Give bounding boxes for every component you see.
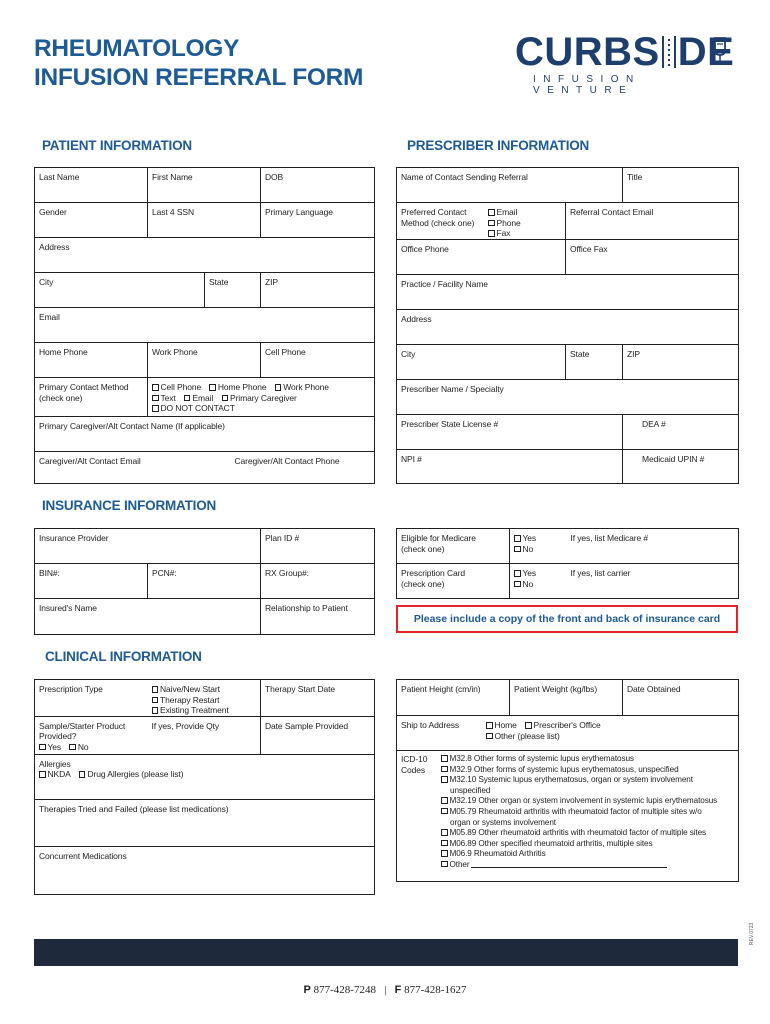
form-title-line1: RHEUMATOLOGY [34,35,240,62]
footer-contact [0,984,770,996]
icd-code-label: M05.79 Rheumatoid arthritis with rheumatoid factor of multiple sites w/o [449,806,702,816]
provide-qty-label: If yes, Provide Qty [151,720,220,731]
npi-label: NPI # [401,454,422,464]
pcn-field[interactable] [148,564,261,599]
no-label: No [522,578,534,589]
checkbox-icon[interactable] [441,840,448,847]
preferred-contact-label-2: Method (check one) [401,217,475,228]
checkbox-icon[interactable] [152,405,159,412]
ship-other-label: Other (please list) [494,730,560,741]
icd-code-option[interactable] [441,796,717,807]
revision-code: REV.0723 [749,922,755,945]
checkbox-icon[interactable] [222,395,229,402]
relationship-field[interactable] [261,599,375,635]
cell-phone-label: Cell Phone [265,347,306,357]
referral-email-label: Referral Contact Email [570,207,654,217]
pc-dnc-label: DO NOT CONTACT [160,403,235,414]
checkbox-icon[interactable] [441,861,448,868]
checkbox-icon[interactable] [209,384,216,391]
logo-wordmark [515,30,734,74]
insured-name-label: Insured's Name [39,603,97,613]
practice-name-field[interactable] [397,275,739,310]
prescriber-info-heading: PRESCRIBER INFORMATION [407,138,590,153]
pc-cell-option[interactable] [152,382,201,392]
allergies-label: Allergies [39,758,71,769]
clinical-right-table [396,679,739,882]
rx-type-label-cell [35,680,148,717]
checkbox-icon[interactable] [152,686,159,693]
office-fax-label: Office Fax [570,244,608,254]
ship-other-option[interactable] [486,731,607,742]
date-obtained-field[interactable] [623,680,739,716]
therapies-failed-label: Therapies Tried and Failed (please list medications) [39,803,229,814]
pc-email-option[interactable] [184,393,213,403]
last4ssn-field[interactable] [148,203,261,238]
icd10-label-1: ICD-10 [401,754,428,764]
caregiver-name-label: Primary Caregiver/Alt Contact Name (If applicable) [39,421,225,431]
icd-code-option[interactable] [441,775,717,786]
pc-home-label: Home Phone [217,382,267,392]
phone-prefix: P [303,984,311,996]
icd-code-label: M06.89 Other specified rheumatoid arthritis, multiple sites [449,838,653,848]
practice-name-label: Practice / Facility Name [401,279,488,289]
prescriber-title-label: Title [627,172,643,182]
rx-card-options [510,564,567,599]
checkbox-icon[interactable] [514,546,521,553]
icd-code-label: M06.9 Rheumatoid Arthritis [449,849,546,859]
insured-name-field[interactable] [35,599,261,635]
logo-text-a: CURBS [515,30,660,74]
patient-zip-label: ZIP [265,277,278,287]
logo-tagline: INFUSION VENTURE [533,74,641,96]
bin-field[interactable] [35,564,148,599]
ship-office-label: Prescriber's Office [533,720,601,730]
logo-road-glyph [662,36,676,68]
caregiver-phone-label: Caregiver/Alt Contact Phone [234,456,340,466]
medicaid-upin-field[interactable] [623,450,739,484]
restart-label: Therapy Restart [160,694,220,705]
work-phone-label: Work Phone [152,347,198,357]
primary-contact-label-2: (check one) [39,392,83,403]
insurance-provider-field[interactable] [35,529,261,564]
pm-fax-option[interactable] [488,228,521,239]
medicare-label-cell [397,529,510,564]
prescriber-title-field[interactable] [623,168,739,203]
patient-height-label: Patient Height (cm/in) [401,684,481,694]
patient-state-label: State [209,277,229,287]
sample-yes-option[interactable] [39,742,61,752]
checkbox-icon[interactable] [488,220,495,227]
primary-contact-label-1: Primary Contact Method [39,382,129,392]
no-label: No [77,741,89,752]
provide-qty-field[interactable] [148,716,261,754]
no-label: No [522,543,534,554]
insurance-info-heading: INSURANCE INFORMATION [42,498,217,513]
last-name-field[interactable] [35,168,148,203]
checkbox-icon[interactable] [441,755,448,762]
icd-code-option[interactable] [441,765,717,776]
ship-to-label: Ship to Address [401,720,460,730]
icd-code-label: M32.8 Other forms of systemic lupus erythematosus [449,754,634,763]
preferred-contact-cell [397,203,566,240]
prescriber-zip-label: ZIP [627,349,640,359]
prescriber-name-specialty-field[interactable] [397,380,739,415]
checkbox-icon[interactable] [441,829,448,836]
preferred-contact-label-1: Preferred Contact [401,207,467,217]
icd-code-other-label: Other [449,859,470,869]
restart-option[interactable] [152,695,257,706]
patient-weight-field[interactable] [510,680,623,716]
office-phone-label: Office Phone [401,244,449,254]
fax-prefix: F [394,984,402,996]
sample-label-1: Sample/Starter Product [39,720,126,731]
icd-code-option[interactable] [441,754,717,765]
primary-contact-options [148,378,375,417]
pm-fax-label: Fax [496,228,511,239]
pc-email-label: Email [192,392,214,403]
form-title-line2: INFUSION REFERRAL FORM [34,64,364,91]
checkbox-icon[interactable] [514,570,521,577]
icd10-codes-cell [397,751,739,882]
date-sample-label: Date Sample Provided [265,720,349,731]
checkbox-icon[interactable] [441,766,448,773]
checkbox-icon[interactable] [152,707,159,714]
office-phone-field[interactable] [397,240,566,275]
checkbox-icon[interactable] [79,771,86,778]
other-code-input-line[interactable] [471,867,667,868]
state-license-field[interactable] [397,415,623,450]
home-phone-field[interactable] [35,343,148,378]
footer-phone: 877-428-7248 [313,984,376,996]
medicare-number-label: If yes, list Medicare # [570,533,649,543]
carrier-label: If yes, list carrier [570,568,631,578]
insurance-right-table [396,528,739,599]
primary-language-label: Primary Language [265,207,333,217]
therapies-failed-field[interactable] [35,799,375,846]
nkda-label: NKDA [47,769,71,780]
prescriber-state-label: State [570,349,590,359]
rx-card-label-2: (check one) [401,578,445,589]
patient-city-label: City [39,277,54,287]
primary-contact-method-label-cell [35,378,148,417]
pc-text-label: Text [160,392,176,403]
rx-type-options [148,680,261,717]
checkbox-icon[interactable] [152,395,159,402]
allergies-field[interactable] [35,754,375,799]
checkbox-icon[interactable] [152,697,159,704]
yes-label: Yes [47,741,62,752]
icd-code-label: M32.9 Other forms of systemic lupus erythematosus, unspecified [449,764,679,774]
office-fax-field[interactable] [566,240,739,275]
icd-code-option[interactable] [441,807,717,818]
patient-email-field[interactable] [35,308,375,343]
prescriber-zip-field[interactable] [623,345,739,380]
logo-text-b: DE [677,30,735,74]
npi-field[interactable] [397,450,623,484]
caregiver-email-label: Caregiver/Alt Contact Email [39,456,141,466]
relationship-label: Relationship to Patient [265,603,348,613]
work-phone-field[interactable] [148,343,261,378]
pc-caregiver-option[interactable] [222,393,297,403]
prescriber-state-field[interactable] [566,345,623,380]
clinical-left-table [34,679,375,895]
patient-zip-field[interactable] [261,273,375,308]
gender-label: Gender [39,207,67,217]
patient-address-label: Address [39,242,70,252]
medicare-no-option[interactable] [514,544,563,555]
curbside-logo [515,30,737,96]
footer-fax: 877-428-1627 [404,984,467,996]
dob-label: DOB [265,172,284,182]
icd-code-option[interactable] [441,828,717,839]
checkbox-icon[interactable] [152,384,159,391]
patient-height-field[interactable] [397,680,510,716]
medicare-number-field[interactable] [567,529,739,564]
ship-to-cell [397,716,739,751]
icd-code-continuation: unspecified [450,785,491,795]
footer-separator: | [384,984,387,996]
checkbox-icon[interactable] [525,722,532,729]
dea-label: DEA # [642,419,666,429]
last-name-label: Last Name [39,172,80,182]
pc-dnc-option[interactable] [152,403,235,413]
pc-caregiver-label: Primary Caregiver [230,392,297,403]
checkbox-icon[interactable] [441,776,448,783]
clinical-info-heading: CLINICAL INFORMATION [45,649,202,664]
checkbox-icon[interactable] [441,797,448,804]
caregiver-name-field[interactable] [35,417,375,452]
checkbox-icon[interactable] [275,384,282,391]
therapy-start-date-label: Therapy Start Date [265,684,336,694]
carrier-field[interactable] [567,564,739,599]
prescriber-address-field[interactable] [397,310,739,345]
dob-field[interactable] [261,168,375,203]
form-title [34,34,363,92]
icd-code-label: M32.10 Systemic lupus erythematosus, organ or system involvement [449,775,693,785]
pm-phone-option[interactable] [488,218,521,229]
icd-code-label: M05.89 Other rheumatoid arthritis with rheumatoid factor of multiple sites [449,828,707,838]
medicare-options [510,529,567,564]
icd-code-label: M32.19 Other organ or system involvement in systemic lupis erythematosus [449,796,718,806]
medicare-yes-option[interactable] [514,533,563,544]
gender-field[interactable] [35,203,148,238]
rx-type-label: Prescription Type [39,684,103,694]
prescriber-city-field[interactable] [397,345,566,380]
rx-card-label-cell [397,564,510,599]
checkbox-icon[interactable] [39,744,46,751]
medicare-label-1: Eligible for Medicare [401,533,476,543]
checkbox-icon[interactable] [441,850,448,857]
icd-code-continuation: organ or systems involvement [450,817,556,827]
existing-label: Existing Treatment [160,705,229,716]
checkbox-icon[interactable] [486,733,493,740]
iv-bag-icon [709,36,731,66]
checkbox-icon[interactable] [488,230,495,237]
caregiver-phone-field[interactable] [205,452,375,484]
prescriber-info-table [396,167,739,484]
yes-label: Yes [522,568,537,578]
contact-name-label: Name of Contact Sending Referral [401,172,528,182]
last4ssn-label: Last 4 SSN [152,207,194,217]
pc-work-label: Work Phone [283,382,329,392]
ship-home-option[interactable] [486,720,517,730]
primary-language-field[interactable] [261,203,375,238]
pm-email-label: Email [496,207,518,217]
patient-info-heading: PATIENT INFORMATION [42,138,192,153]
first-name-field[interactable] [148,168,261,203]
first-name-label: First Name [152,172,193,182]
icd-code-option[interactable] [441,849,717,860]
therapy-start-date-field[interactable] [261,680,375,717]
insurance-left-table [34,528,375,635]
patient-state-field[interactable] [205,273,261,308]
rx-group-field[interactable] [261,564,375,599]
bin-label: BIN#: [39,568,60,578]
prescriber-address-label: Address [401,314,432,324]
checkbox-icon[interactable] [69,744,76,751]
drug-allergies-option[interactable] [79,769,183,779]
patient-email-label: Email [39,312,60,322]
insurance-provider-label: Insurance Provider [39,533,109,543]
dea-field[interactable] [623,415,739,450]
checkbox-icon[interactable] [488,209,495,216]
plan-id-field[interactable] [261,529,375,564]
drug-allergies-label: Drug Allergies (please list) [87,769,184,780]
referral-email-field[interactable] [566,203,739,240]
date-sample-field[interactable] [261,716,375,754]
patient-info-table [34,167,375,484]
caregiver-email-field[interactable] [35,452,205,484]
yes-label: Yes [522,533,537,543]
rx-card-label-1: Prescription Card [401,568,465,578]
pc-text-option[interactable] [152,393,176,403]
pc-home-option[interactable] [209,382,266,392]
icd10-label-2: Codes [401,764,426,775]
ship-home-label: Home [494,720,517,730]
rx-card-yes-option[interactable] [514,568,563,579]
sample-provided-cell [35,716,148,754]
pc-cell-label: Cell Phone [160,382,202,392]
pc-work-option[interactable] [275,382,329,392]
prescriber-city-label: City [401,349,416,359]
patient-city-field[interactable] [35,273,205,308]
ship-office-option[interactable] [525,720,601,730]
pm-email-option[interactable] [488,207,521,218]
cell-phone-field[interactable] [261,343,375,378]
checkbox-icon[interactable] [514,535,521,542]
sample-no-option[interactable] [69,742,88,752]
rx-group-label: RX Group#: [265,568,309,578]
checkbox-icon[interactable] [39,771,46,778]
concurrent-medications-field[interactable] [35,846,375,894]
checkbox-icon[interactable] [184,395,191,402]
medicare-label-2: (check one) [401,543,445,554]
footer-bar [34,939,738,966]
pcn-label: PCN#: [152,568,177,578]
checkbox-icon[interactable] [514,581,521,588]
sample-label-2: Provided? [39,731,77,742]
date-obtained-label: Date Obtained [627,684,681,694]
medicaid-upin-label: Medicaid UPIN # [642,454,705,464]
pm-phone-label: Phone [496,217,521,228]
plan-id-label: Plan ID # [265,533,300,543]
naive-label: Naive/New Start [160,684,220,694]
checkbox-icon[interactable] [441,808,448,815]
icd-code-option[interactable] [441,839,717,850]
prescriber-name-specialty-label: Prescriber Name / Specialty [401,384,504,394]
concurrent-medications-label: Concurrent Medications [39,850,127,861]
contact-name-field[interactable] [397,168,623,203]
nkda-option[interactable] [39,769,71,779]
home-phone-label: Home Phone [39,347,88,357]
icd-code-other-option[interactable] [441,860,717,871]
patient-address-field[interactable] [35,238,375,273]
patient-weight-label: Patient Weight (kg/lbs) [514,684,598,694]
state-license-label: Prescriber State License # [401,419,499,429]
insurance-card-notice: Please include a copy of the front and back of insurance card [396,605,738,633]
existing-option[interactable] [152,705,257,716]
checkbox-icon[interactable] [486,722,493,729]
naive-option[interactable] [152,684,257,695]
rx-card-no-option[interactable] [514,579,563,590]
